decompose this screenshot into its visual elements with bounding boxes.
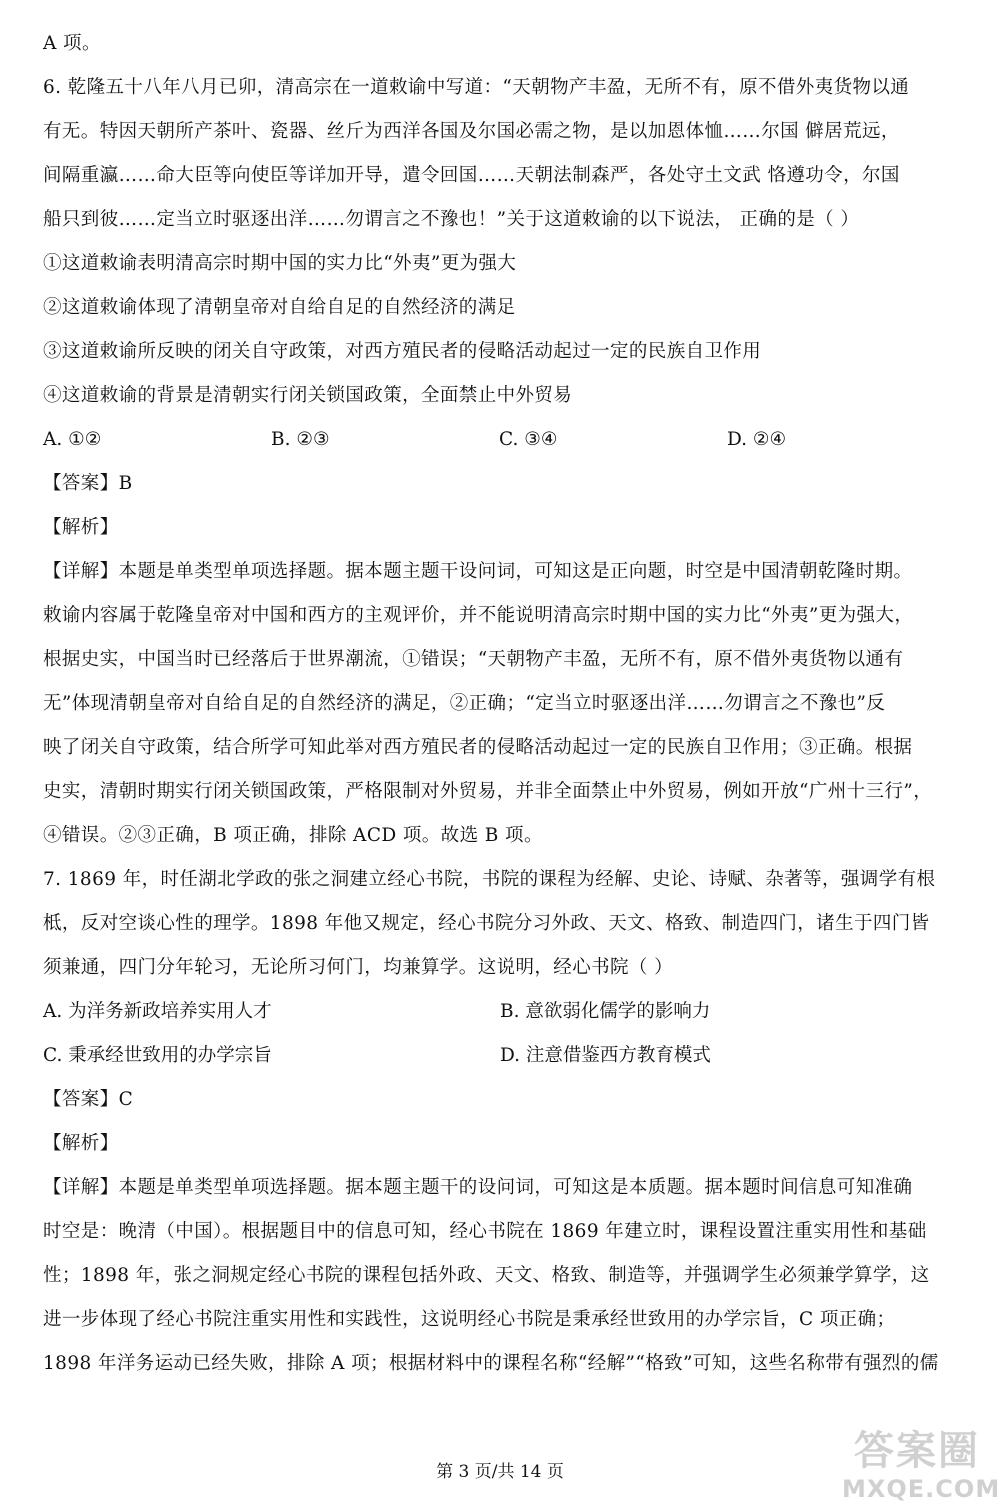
option-d: D. 注意借鉴西方教育模式: [500, 1045, 711, 1066]
explanation-line: ④错误。②③正确，B 项正确，排除 ACD 项。故选 B 项。: [43, 825, 543, 846]
analysis-label: 【解析】: [43, 1133, 119, 1154]
option-b: B. 意欲弱化儒学的影响力: [500, 1001, 711, 1022]
page-footer: 第 3 页/共 14 页: [436, 1462, 564, 1482]
option-d: D. ②④: [727, 429, 787, 450]
question-6-stem-cont: 有无。特因天朝所产茶叶、瓷器、丝斤为西洋各国及尔国必需之物，是以加恩体恤……尔国 僻居荒远，: [43, 121, 900, 142]
explanation-line: 1898 年洋务运动已经失败，排除 A 项；根据材料中的课程名称“经解”“格致”可知，这些名称带有强烈的儒: [43, 1353, 939, 1374]
explanation-line: 进一步体现了经心书院注重实用性和实践性，这说明经心书院是秉承经世致用的办学宗旨，C 项正确；: [43, 1309, 896, 1330]
answer-label: 【答案】C: [43, 1089, 134, 1110]
option-a: A. ①②: [43, 429, 102, 450]
statement-4: ④这道敕谕的背景是清朝实行闭关锁国政策，全面禁止中外贸易: [43, 385, 573, 406]
explanation-line: 映了闭关自守政策，结合所学可知此举对西方殖民者的侵略活动起过一定的民族自卫作用；③正确。根据: [43, 737, 913, 758]
explanation-line: 敕谕内容属于乾隆皇帝对中国和西方的主观评价，并不能说明清高宗时期中国的实力比“外夷”更为强大，: [43, 605, 914, 626]
explanation-line: 性；1898 年，张之洞规定经心书院的课程包括外政、天文、格致、制造等，并强调学生必须兼学算学，这: [43, 1265, 930, 1286]
question-7-stem-cont: 须兼通，四门分年轮习，无论所习何门，均兼算学。这说明，经心书院（ ）: [43, 957, 673, 978]
watermark-logo: [842, 1427, 1000, 1507]
page-content: [43, 22, 963, 1386]
option-a: A. 为洋务新政培养实用人才: [43, 1001, 272, 1022]
explanation-line: 【详解】本题是单类型单项选择题。据本题主题干设问词，可知这是正向题，时空是中国清朝乾隆时期。: [43, 561, 913, 582]
question-7-stem: 7. 1869 年，时任湖北学政的张之洞建立经心书院，书院的课程为经解、史论、诗赋、杂著等，强调学有根: [43, 869, 936, 890]
option-c: C. 秉承经世致用的办学宗旨: [43, 1045, 272, 1066]
question-7-options-row-2: [43, 1034, 963, 1078]
explanation-line: 时空是：晚清（中国）。根据题目中的信息可知，经心书院在 1869 年建立时，课程设置注重实用性和基础: [43, 1221, 927, 1242]
explanation-line: 无”体现清朝皇帝对自给自足的自然经济的满足，②正确；“定当立时驱逐出洋……勿谓言之不豫也”反: [43, 693, 886, 714]
analysis-label: 【解析】: [43, 517, 119, 538]
watermark-bottom-text: MXQE.COM: [842, 1475, 1000, 1503]
question-6-stem-cont: 船只到彼……定当立时驱逐出洋……勿谓言之不豫也！”关于这道敕谕的以下说法， 正确的是（ ）: [43, 209, 860, 230]
explanation-line: 根据史实，中国当时已经落后于世界潮流，①错误；“天朝物产丰盈，无所不有，原不借外夷货物以通有: [43, 649, 904, 670]
question-7-options-row-1: [43, 990, 963, 1034]
watermark-top-text: 答案圈: [854, 1428, 980, 1474]
explanation-line: 【详解】本题是单类型单项选择题。据本题主题干的设问词，可知这是本质题。据本题时间信息可知准确: [43, 1177, 913, 1198]
explanation-line: 史实，清朝时期实行闭关锁国政策，严格限制对外贸易，并非全面禁止中外贸易，例如开放“广州十三行”，: [43, 781, 933, 802]
question-7-stem-cont: 柢，反对空谈心性的理学。1898 年他又规定，经心书院分习外政、天文、格致、制造四门，诸生于四门皆: [43, 913, 930, 934]
option-c: C. ③④: [499, 429, 558, 450]
text-line: A 项。: [43, 33, 101, 54]
option-b: B. ②③: [271, 429, 330, 450]
statement-1: ①这道敕谕表明清高宗时期中国的实力比“外夷”更为强大: [43, 253, 517, 274]
answer-label: 【答案】B: [43, 473, 133, 494]
question-6-stem: 6. 乾隆五十八年八月已卯，清高宗在一道敕谕中写道：“天朝物产丰盈，无所不有，原不借外夷货物以通: [43, 77, 910, 98]
statement-2: ②这道敕谕体现了清朝皇帝对自给自足的自然经济的满足: [43, 297, 516, 318]
question-6-stem-cont: 间隔重瀛……命大臣等向使臣等详加开导，遣令回国……天朝法制森严，各处守土文武 恪遵功令，尔国: [43, 165, 900, 186]
question-6-options: [43, 418, 963, 462]
statement-3: ③这道敕谕所反映的闭关自守政策，对西方殖民者的侵略活动起过一定的民族自卫作用: [43, 341, 762, 362]
